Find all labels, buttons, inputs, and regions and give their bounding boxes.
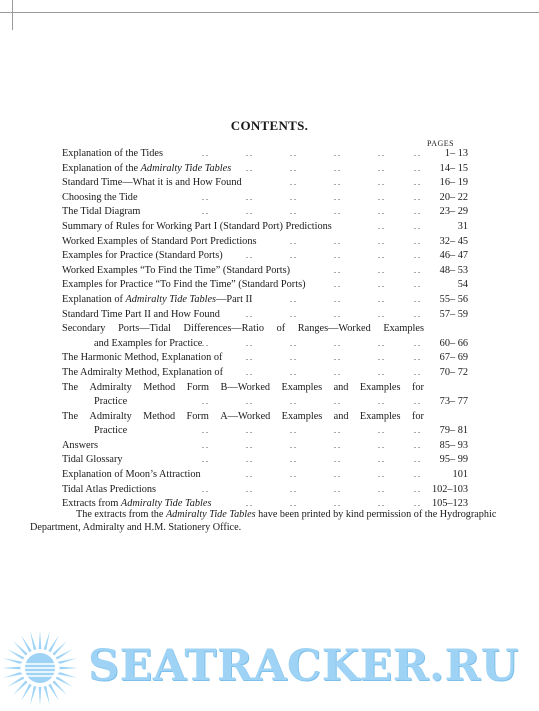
toc-entry-title: The Harmonic Method, Explanation of: [62, 352, 223, 364]
toc-entry-title: Worked Examples “To Find the Time” (Standard Ports): [62, 264, 291, 276]
toc-entry: Explanation of the Tides . . . . . . . . . . . . 1– 13: [62, 147, 424, 162]
toc-entry-title: [62, 322, 424, 337]
toc-entry: The Admiralty Method Form B—Worked Examples and Examples for Practice . . . . . . . . . . . . 73– 77: [62, 381, 424, 410]
toc-entry-word: Admiralty: [89, 381, 132, 393]
toc-entry: Summary of Rules for Working Part I (Standard Port) Predictions . . . . 31: [62, 220, 424, 235]
toc-entry-title: [62, 410, 424, 425]
toc-entry-pages: 105–123: [431, 498, 468, 510]
toc-entry-pages: 1– 13: [444, 148, 468, 159]
toc-entry-pages: 31: [457, 220, 468, 232]
toc-entry-title-italic: Admiralty Tide Tables: [120, 498, 212, 510]
toc-entry-title: Examples for Practice “To Find the Time” (Standard Ports): [62, 279, 306, 291]
toc-entry-pages: 20– 22: [439, 191, 468, 203]
toc-entry-title: Explanation of Moon’s Attraction: [62, 469, 201, 481]
toc-entry-pages: 73– 77: [439, 396, 468, 408]
toc-entry-title-pre: Explanation of: [62, 293, 126, 305]
toc-entry-word: for: [411, 381, 424, 393]
toc-entry-pages: 60– 66: [439, 337, 468, 349]
toc-entry-word: Admiralty: [89, 410, 132, 422]
toc-entry: Worked Examples “To Find the Time” (Standard Ports) . . . . . . 48– 53: [62, 264, 424, 279]
toc-entry-word: Examples: [359, 410, 401, 422]
toc-entry-word: B—Worked: [220, 381, 271, 393]
toc-entry-title-pre: Explanation of the: [62, 162, 141, 174]
toc-entry-word: Examples: [281, 410, 323, 422]
toc-entry-pages: 57– 59: [439, 308, 468, 320]
toc-entry-pages: 48– 53: [439, 264, 468, 276]
toc-entry-title-pre: Extracts from: [62, 498, 121, 510]
credits-italic: Admiralty Tide Tables: [165, 509, 256, 520]
toc-entry-word: Form: [186, 410, 209, 422]
toc-entry-pages: 79– 81: [439, 425, 468, 437]
toc-entry-word: of: [276, 323, 286, 335]
toc-entry-word: Ports—Tidal: [118, 323, 171, 335]
toc-entry-title-post: —Part II: [216, 293, 253, 305]
credits-pre: The extracts from the: [76, 509, 166, 520]
toc-entry-pages: 46– 47: [439, 250, 468, 262]
sun-ray: [44, 631, 50, 650]
toc-entry-word: A—Worked: [220, 410, 271, 422]
sun-ray: [58, 658, 77, 664]
toc-entry: Standard Time—What it is and How Found . . . . . . . . 16– 19: [62, 176, 424, 191]
sun-ray: [39, 687, 42, 706]
toc-entry-title-italic: Admiralty Tide Tables: [140, 162, 232, 174]
sun-ray: [30, 686, 36, 705]
sun-ray: [58, 672, 77, 678]
sun-ray: [2, 667, 21, 670]
toc-entry: Secondary Ports—Tidal Differences—Ratio of Ranges—Worked Examples and Examples for Practice . . . . . . . . . . . . 60– 66: [62, 322, 424, 351]
toc-entry-word: for: [411, 410, 424, 422]
toc-entry-pages: 14– 15: [439, 162, 468, 174]
toc-entry-pages: 54: [457, 279, 468, 291]
toc-entry-title: Answers: [62, 439, 99, 451]
sun-ray: [39, 630, 42, 649]
toc-entry-title: Choosing the Tide: [62, 191, 138, 203]
sun-icon: [0, 628, 80, 708]
toc-entry-pages: 85– 93: [439, 439, 468, 451]
toc-entry: The Harmonic Method, Explanation of . . . . . . . . . . 67– 69: [62, 351, 424, 366]
toc-entry: Choosing the Tide . . . . . . . . . . . . 20– 22: [62, 191, 424, 206]
toc-entry-title-continued: and Examples for Practice: [94, 337, 203, 349]
toc-entry: Worked Examples of Standard Port Predictions . . . . . . . . 32– 45: [62, 235, 424, 250]
toc-entry: Examples for Practice “To Find the Time” (Standard Ports) . . . . . . 54: [62, 278, 424, 293]
sun-ray: [44, 686, 50, 705]
toc-entry: Explanation of Moon’s Attraction . . . . . . . . . . 101: [62, 468, 424, 483]
toc-entry: Explanation of Admiralty Tide Tables—Part II . . . . . . . . 55– 56: [62, 293, 424, 308]
toc-entry-word: Differences—Ratio: [183, 323, 264, 335]
toc-entry: Extracts from Admiralty Tide Tables . . . . . . . . . . 105–123: [62, 497, 424, 512]
toc-entry-pages: 16– 19: [439, 177, 468, 189]
toc-entry: The Tidal Diagram . . . . . . . . . . . . 23– 29: [62, 205, 424, 220]
page-title: CONTENTS.: [230, 118, 309, 133]
toc-entry-word: Method: [143, 381, 176, 393]
toc-entry-title: Tidal Atlas Predictions: [62, 483, 157, 495]
toc-entry: The Admiralty Method Form A—Worked Examples and Examples for Practice . . . . . . . . . . . . 79– 81: [62, 410, 424, 439]
toc-entry: Examples for Practice (Standard Ports) . . . . . . . . . . 46– 47: [62, 249, 424, 264]
toc-entry-word: Ranges—Worked: [297, 323, 371, 335]
toc-entry-title: The Tidal Diagram: [62, 206, 141, 218]
toc-entry-word: Secondary: [62, 323, 106, 335]
toc-entry: The Admiralty Method, Explanation of . . . . . . . . . . 70– 72: [62, 366, 424, 381]
sun-ray: [3, 672, 22, 678]
toc-entry-title: Examples for Practice (Standard Ports): [62, 250, 223, 262]
toc-entry: Answers . . . . . . . . . . . . 85– 93: [62, 439, 424, 454]
toc-entry-pages: 23– 29: [439, 206, 468, 218]
watermark-text: SEATRACKER.RU: [88, 641, 519, 691]
toc-entry-title: Tidal Glossary: [62, 454, 123, 466]
toc-entry-title-continued: Practice: [94, 425, 128, 437]
sun-ray: [59, 667, 78, 670]
toc-entry-pages: 55– 56: [439, 293, 468, 305]
watermark: [0, 628, 539, 708]
toc-entry-title: Summary of Rules for Working Part I (Standard Port) Predictions: [62, 220, 332, 232]
toc-entry-title: Standard Time—What it is and How Found: [62, 177, 242, 189]
table-of-contents: [62, 147, 468, 512]
toc-entry-word: Method: [143, 410, 176, 422]
toc-entry-word: Examples: [359, 381, 401, 393]
toc-entry-word: Examples: [383, 323, 424, 335]
toc-entry-title: Explanation of the Tides: [62, 148, 163, 159]
toc-entry-pages: 32– 45: [439, 235, 468, 247]
toc-entry-word: The: [62, 381, 79, 393]
sun-ray: [3, 658, 22, 664]
toc-entry-word: The: [62, 410, 79, 422]
toc-entry-title: Standard Time Part II and How Found: [62, 308, 220, 320]
toc-entry-pages: 101: [452, 469, 468, 481]
toc-entry-title: [62, 381, 424, 396]
toc-entry: Explanation of the Admiralty Tide Tables . . . . . . . . . . 14– 15: [62, 162, 424, 177]
toc-entry-word: Examples: [281, 381, 323, 393]
toc-entry: Tidal Atlas Predictions . . . . . . . . . . . . 102–103: [62, 483, 424, 498]
credits-post: have been printed by kind permission of the Hydrographic Department, Admiralty and H.M. Stationery Office.: [30, 509, 497, 533]
toc-entry: Tidal Glossary . . . . . . . . . . . . 95– 99: [62, 453, 424, 468]
top-rule: [0, 12, 539, 13]
toc-entry-title: Worked Examples of Standard Port Predictions: [62, 235, 257, 247]
toc-entry-title-italic: Admiralty Tide Tables: [125, 293, 217, 305]
toc-entry-word: Form: [186, 381, 210, 393]
toc-entry: Standard Time Part II and How Found . . . . . . . . . . 57– 59: [62, 308, 424, 323]
toc-entry-title-continued: Practice: [94, 396, 128, 408]
toc-entry-title: [62, 162, 231, 177]
toc-entry-title: The Admiralty Method, Explanation of: [62, 366, 223, 378]
toc-entry-pages: 95– 99: [439, 454, 468, 466]
left-rule: [12, 0, 13, 30]
sun-ray: [30, 631, 36, 650]
toc-entry-word: and: [333, 410, 349, 422]
pages-column-header: PAGES: [427, 139, 455, 148]
credits-paragraph: [30, 508, 510, 534]
toc-entry-title: [62, 293, 252, 308]
toc-entry-word: and: [333, 381, 349, 393]
toc-entry-pages: 70– 72: [439, 366, 468, 378]
toc-entry-pages: 102–103: [431, 483, 468, 495]
toc-entry-pages: 67– 69: [439, 352, 468, 364]
